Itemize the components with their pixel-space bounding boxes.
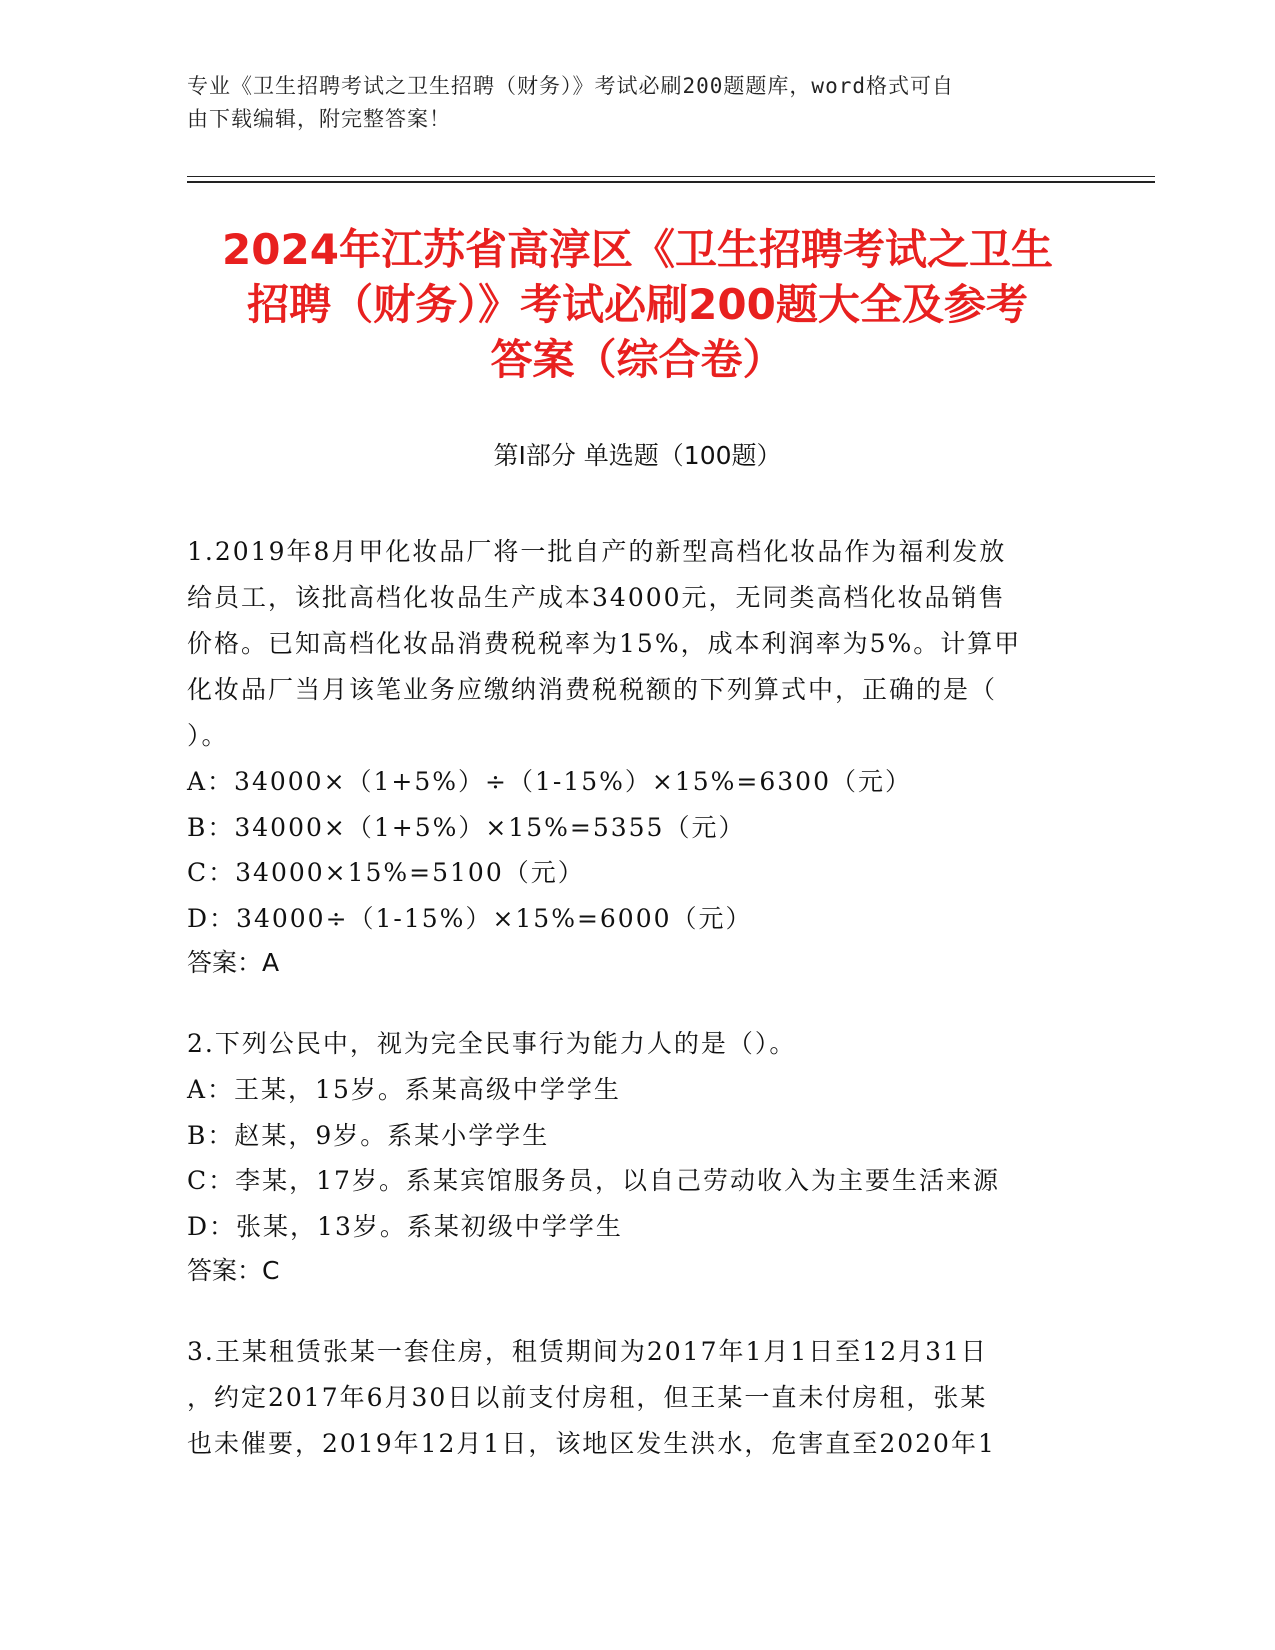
option-c: C：34000×15%=5100（元）: [187, 858, 585, 887]
document-title: [150, 222, 1125, 387]
header-note: [187, 70, 1077, 136]
question-stem-line: 也未催要，2019年12月1日，该地区发生洪水，危害直至2020年1: [187, 1429, 996, 1458]
option-b: B：赵某，9岁。系某小学学生: [187, 1120, 550, 1150]
question-stem-line: 给员工，该批高档化妆品生产成本34000元，无同类高档化妆品销售: [187, 583, 1006, 612]
title-line-3: 答案（综合卷）: [490, 335, 785, 384]
question-2: [187, 1021, 1087, 1293]
option-d: D：张某，13岁。系某初级中学学生: [187, 1211, 623, 1241]
header-note-line-1: 专业《卫生招聘考试之卫生招聘（财务）》考试必刷200题题库，word格式可自: [187, 74, 954, 98]
section-title: 第Ⅰ部分 单选题（100题）: [493, 441, 782, 470]
option-a: A：34000×（1+5%）÷（1-15%）×15%=6300（元）: [187, 767, 912, 796]
question-stem-line: 化妆品厂当月该笔业务应缴纳消费税税额的下列算式中，正确的是（: [187, 675, 998, 704]
question-3: [187, 1329, 1087, 1467]
question-stem-line: ，约定2017年6月30日以前支付房租，但王某一直未付房租，张某: [187, 1383, 988, 1412]
answer: 答案：A: [187, 948, 280, 977]
option-c: C：李某，17岁。系某宾馆服务员，以自己劳动收入为主要生活来源: [187, 1166, 1000, 1195]
option-b: B：34000×（1+5%）×15%=5355（元）: [187, 812, 746, 842]
question-list: [187, 529, 1087, 1503]
question-stem-line: 价格。已知高档化妆品消费税税率为15%，成本利润率为5%。计算甲: [187, 629, 1022, 658]
question-stem-line: ）。: [187, 721, 229, 750]
option-d: D：34000÷（1-15%）×15%=6000（元）: [187, 903, 753, 933]
title-line-1: 2024年江苏省高淳区《卫生招聘考试之卫生: [222, 225, 1053, 274]
option-a: A：王某，15岁。系某高级中学学生: [187, 1075, 621, 1104]
header-divider-thin: [187, 176, 1155, 177]
answer: 答案：C: [187, 1256, 280, 1285]
header-note-line-2: 由下载编辑，附完整答案！: [187, 107, 451, 131]
header-divider-thick: [187, 181, 1155, 183]
question-stem-line: 2.下列公民中，视为完全民事行为能力人的是（）。: [187, 1029, 797, 1058]
question-stem-line: 1.2019年8月甲化妆品厂将一批自产的新型高档化妆品作为福利发放: [187, 537, 1007, 566]
question-stem-line: 3.王某租赁张某一套住房，租赁期间为2017年1月1日至12月31日: [187, 1337, 988, 1366]
title-line-2: 招聘（财务）》考试必刷200题大全及参考: [247, 280, 1028, 329]
question-1: [187, 529, 1087, 985]
